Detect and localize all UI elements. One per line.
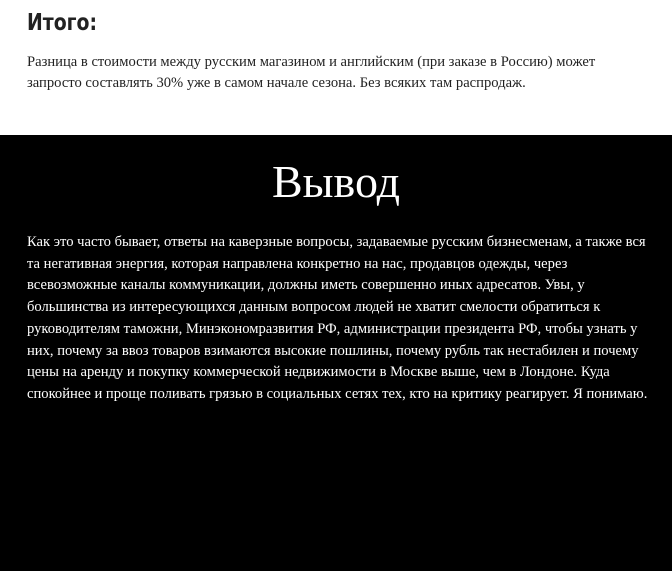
conclusion-section: [0, 135, 672, 571]
summary-paragraph: Разница в стоимости между русским магазином и английским (при заказе в Россию) может запросто составлять 30% уже в самом начале сезона. Без всяких там распродаж.: [27, 54, 596, 91]
conclusion-paragraph: Как это часто бывает, ответы на каверзные вопросы, задаваемые русским бизнесменам, а также вся та негативная энергия, которая направлена конкретно на нас, продавцов одежды, через всевозможные каналы коммуникации, должны иметь совершенно иных адресатов. Увы, у большинства из интересующихся данным вопросом людей не хватит смелости обратиться к руководителям таможни, Минэкономразвития РФ, администрации президента РФ, чтобы узнать у них, почему за ввоз товаров взимаются высокие пошлины, почему рубль так нестабилен и почему цены на аренду и покупку коммерческой недвижимости в Москве выше, чем в Лондоне. Куда спокойнее и проще поливать грязью в социальных сетях тех, кто на критику реагирует. Я понимаю.: [27, 234, 648, 402]
conclusion-heading: Вывод: [271, 156, 401, 207]
summary-section: [0, 0, 672, 135]
summary-heading: Итого:: [27, 10, 98, 36]
